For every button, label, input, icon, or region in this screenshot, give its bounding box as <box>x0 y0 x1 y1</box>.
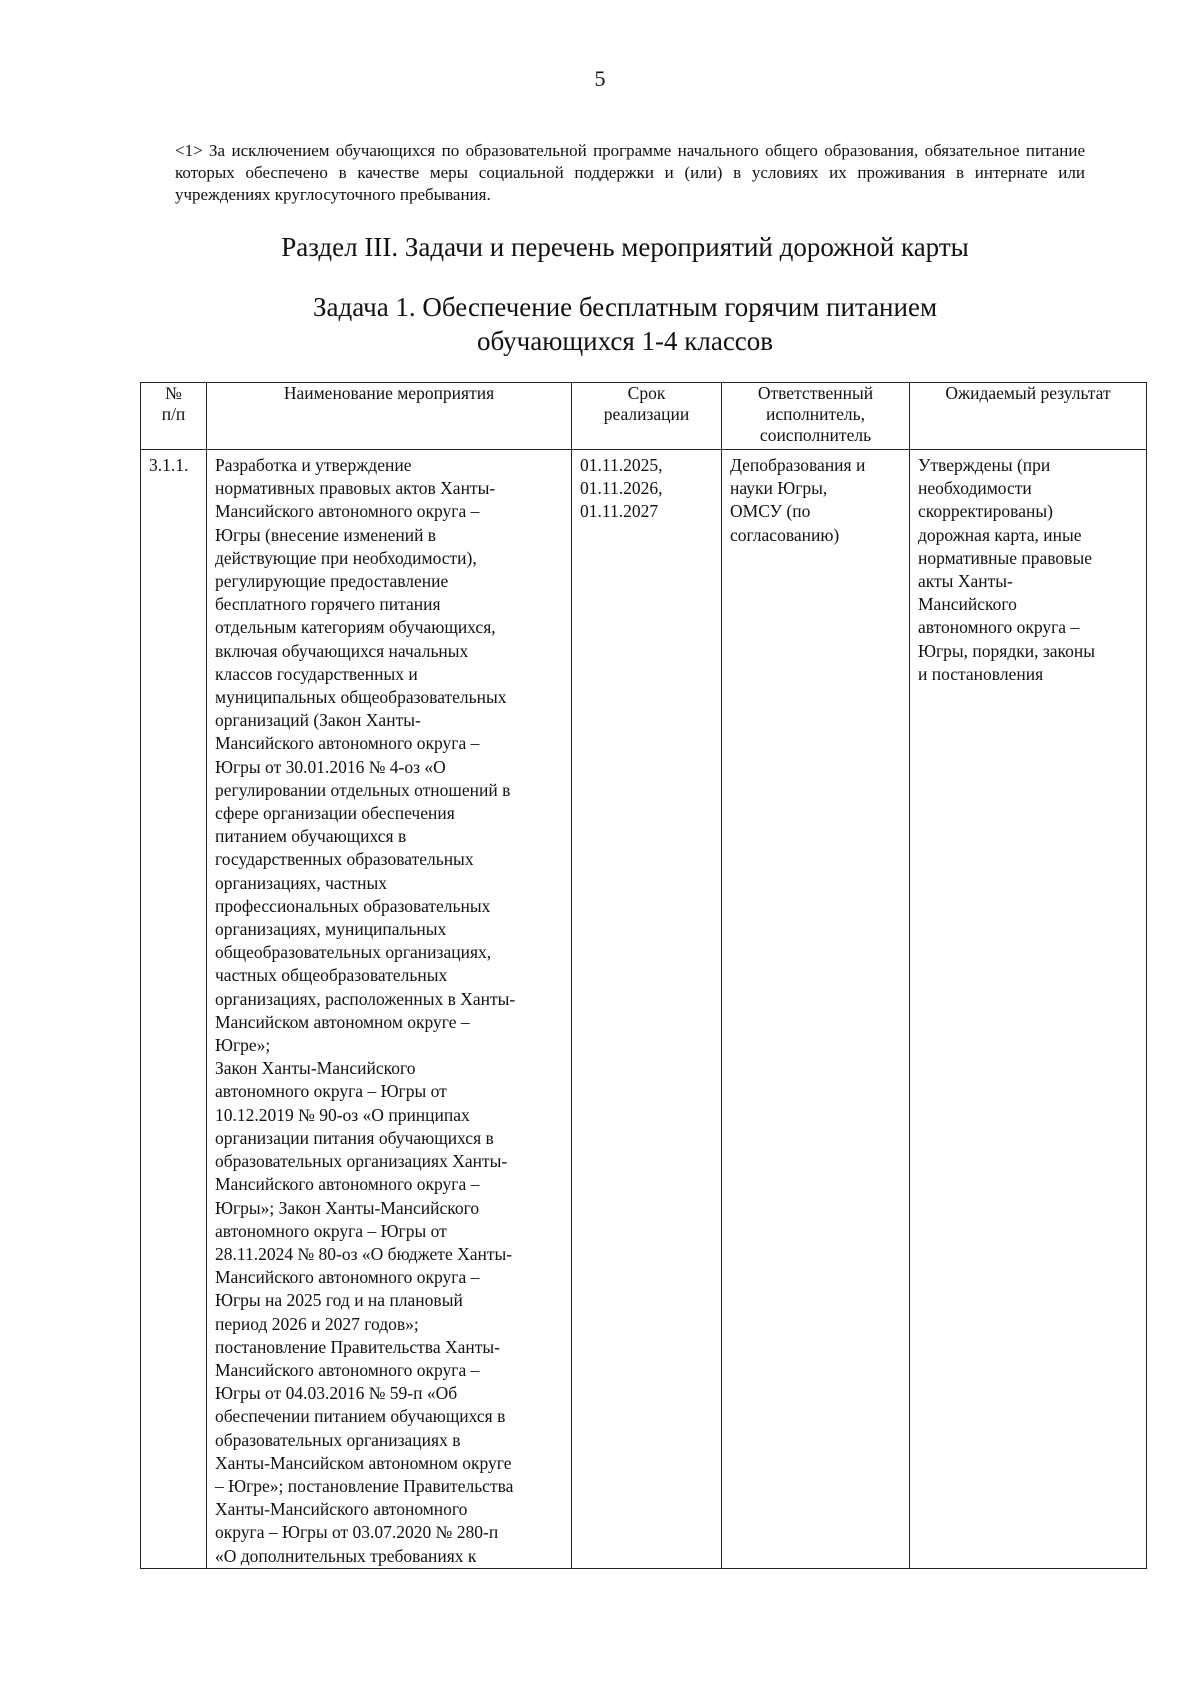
row-number: 3.1.1. <box>149 455 189 475</box>
table-header-row <box>141 383 1147 450</box>
measure-name-line: Югры»; Закон Ханты-Мансийского <box>215 1197 480 1218</box>
measure-name-line: Мансийского автономного округа – <box>215 1359 480 1380</box>
section-title: Раздел III. Задачи и перечень мероприятий дорожной карты <box>281 232 969 262</box>
measure-name-line: – Югре»; постановление Правительства <box>215 1475 514 1496</box>
row-number-cell <box>141 450 207 1569</box>
measure-name-line: период 2026 и 2027 годов»; <box>215 1313 419 1334</box>
measure-name-line: автономного округа – Югры от <box>215 1220 447 1241</box>
measure-name-line: организациях, расположенных в Ханты- <box>215 988 516 1009</box>
responsible-line: Депобразования и <box>730 455 866 475</box>
table-row <box>141 450 1147 1569</box>
measure-name-line: постановление Правительства Ханты- <box>215 1336 500 1357</box>
header-responsible <box>722 383 910 450</box>
measure-name-line: Мансийского автономного округа – <box>215 501 480 522</box>
header-result-line: Ожидаемый результат <box>945 383 1111 403</box>
footnote: <1> За исключением обучающихся по образовательной программе начального общего образования, обязательное питание которых обеспечено в качестве меры социальной поддержки и (или) в условиях их проживания в интернате или учреждениях круглосуточного пребывания. <box>175 141 1085 204</box>
term-cell <box>572 450 722 1569</box>
measure-name-line: нормативных правовых актов Ханты- <box>215 478 496 499</box>
task-title-line-2: обучающихся 1-4 классов <box>476 326 774 356</box>
measure-name-line: образовательных организациях Ханты- <box>215 1151 508 1172</box>
measure-name-line: бесплатного горячего питания <box>215 594 441 615</box>
result-line: автономного округа – <box>918 617 1080 638</box>
roadmap-table <box>140 382 1147 1569</box>
measure-name-line: Югры на 2025 год и на плановый <box>215 1290 463 1311</box>
responsible-line: согласованию) <box>730 524 840 545</box>
measure-name-line: Мансийском автономном округе – <box>215 1011 470 1032</box>
measure-name-line: Мансийского автономного округа – <box>215 1174 480 1195</box>
result-line: акты Ханты- <box>918 571 1013 592</box>
result-line: Утверждены (при <box>918 455 1051 475</box>
result-line: необходимости <box>918 478 1032 499</box>
result-line: Югры, порядки, законы <box>918 640 1096 661</box>
measure-name-line: общеобразовательных организациях, <box>215 942 492 963</box>
measure-name-line: питанием обучающихся в <box>215 826 407 847</box>
measure-name-line: Югры от 04.03.2016 № 59-п «Об <box>215 1383 458 1404</box>
result-line: нормативные правовые <box>918 547 1092 568</box>
measure-name-line: 28.11.2024 № 80-оз «О бюджете Ханты- <box>215 1243 513 1264</box>
result-line: Мансийского <box>918 594 1017 615</box>
measure-name-line: организациях, частных <box>215 872 387 893</box>
measure-name-line: регулировании отдельных отношений в <box>215 779 511 800</box>
measure-name-cell <box>207 450 572 1569</box>
measure-name-line: государственных образовательных <box>215 849 474 870</box>
measure-name-line: классов государственных и <box>215 663 418 684</box>
header-responsible-line: исполнитель, <box>766 404 865 424</box>
responsible-line: ОМСУ (по <box>730 501 811 522</box>
header-responsible-line: соисполнитель <box>759 425 872 445</box>
measure-name-line: включая обучающихся начальных <box>215 640 469 661</box>
measure-name-line: Ханты-Мансийского автономного <box>215 1499 468 1520</box>
measure-name-line: обеспечении питанием обучающихся в <box>215 1406 506 1427</box>
header-term <box>572 383 722 450</box>
responsible-cell <box>722 450 910 1569</box>
measure-name-line: организациях, муниципальных <box>215 919 447 940</box>
page-number: 5 <box>594 66 606 91</box>
header-num <box>141 383 207 450</box>
measure-name-line: организаций (Закон Ханты- <box>215 710 421 731</box>
measure-name-line: Югре»; <box>215 1035 271 1056</box>
result-line: дорожная карта, иные <box>918 524 1082 545</box>
measure-name-line: профессиональных образовательных <box>215 895 491 916</box>
measure-name-line: округа – Югры от 03.07.2020 № 280-п <box>215 1522 499 1543</box>
result-line: и постановления <box>918 663 1044 684</box>
responsible-line: науки Югры, <box>730 478 828 499</box>
measure-name-line: Мансийского автономного округа – <box>215 733 480 754</box>
measure-name-line: образовательных организациях в <box>215 1429 461 1450</box>
measure-name-line: Закон Ханты-Мансийского <box>215 1058 416 1079</box>
term-line: 01.11.2026, <box>580 478 663 499</box>
header-name-line: Наименование мероприятия <box>283 383 495 403</box>
measure-name-line: отдельным категориям обучающихся, <box>215 617 496 638</box>
measure-name-line: регулирующие предоставление <box>215 571 449 592</box>
task-title <box>0 290 1200 358</box>
term-line: 01.11.2027 <box>580 501 659 522</box>
measure-name-line: Югры (внесение изменений в <box>215 524 437 545</box>
measure-name-line: Разработка и утверждение <box>215 455 412 475</box>
task-title-line-1: Задача 1. Обеспечение бесплатным горячим питанием <box>312 292 938 322</box>
measure-name-line: 10.12.2019 № 90-оз «О принципах <box>215 1104 470 1125</box>
header-name <box>207 383 572 450</box>
measure-name-line: сфере организации обеспечения <box>215 803 455 824</box>
measure-name-line: Югры от 30.01.2016 № 4-оз «О <box>215 756 446 777</box>
header-term-line: реализации <box>603 404 690 424</box>
measure-name-line: Мансийского автономного округа – <box>215 1267 480 1288</box>
measure-name-line: организации питания обучающихся в <box>215 1127 494 1148</box>
result-line: скорректированы) <box>918 501 1053 522</box>
header-num-line: п/п <box>161 404 186 424</box>
header-term-line: Срок <box>627 383 666 403</box>
measure-name-line: автономного округа – Югры от <box>215 1081 447 1102</box>
measure-name-line: частных общеобразовательных <box>215 965 448 986</box>
header-num-line: № <box>165 383 182 403</box>
measure-name-line: «О дополнительных требованиях к <box>215 1545 477 1566</box>
term-line: 01.11.2025, <box>580 455 663 475</box>
header-result <box>910 383 1147 450</box>
result-cell <box>910 450 1147 1569</box>
header-responsible-line: Ответственный <box>757 383 874 403</box>
measure-name-line: Ханты-Мансийском автономном округе <box>215 1452 512 1473</box>
measure-name-line: муниципальных общеобразовательных <box>215 687 507 708</box>
measure-name-line: действующие при необходимости), <box>215 547 477 568</box>
